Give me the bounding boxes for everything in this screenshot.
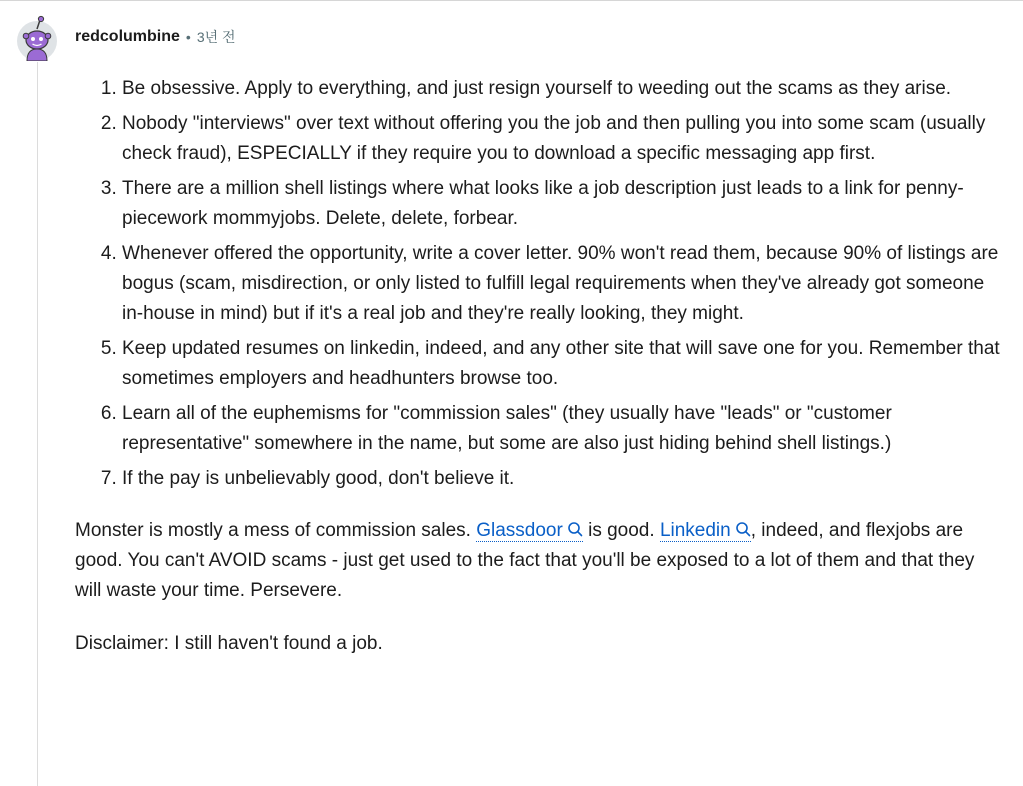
list-item: 3. There are a million shell listings where what looks like a job description just leads to a link for penny-piecework mommyjobs. Delete, delete, forbear. xyxy=(122,174,1000,234)
snoo-avatar-icon xyxy=(14,15,60,61)
comment-header xyxy=(75,25,236,49)
tips-list xyxy=(75,74,1000,494)
top-divider xyxy=(0,0,1023,1)
paragraph-text: Monster is mostly a mess of commission sales. xyxy=(75,520,477,541)
username[interactable]: redcolumbine xyxy=(75,28,180,45)
search-icon xyxy=(567,521,583,537)
list-item: 5. Keep updated resumes on linkedin, indeed, and any other site that will save one for you. Remember that sometimes employers and headhunters browse too. xyxy=(122,334,1000,394)
link-label: Linkedin xyxy=(659,520,731,541)
list-item: 7. If the pay is unbelievably good, don't believe it. xyxy=(122,464,1000,494)
list-item: 1. Be obsessive. Apply to everything, and just resign yourself to weeding out the scams as they arise. xyxy=(122,74,1000,104)
list-item: 4. Whenever offered the opportunity, write a cover letter. 90% won't read them, because 90% of listings are bogus (scam, misdirection, or only listed to fulfill legal requirements when they've already got someone in-house in mind) but if it's a real job and they're really looking, they might. xyxy=(122,239,1000,329)
glassdoor-search-link[interactable] xyxy=(476,520,583,542)
meta-separator: • xyxy=(185,29,191,45)
search-icon xyxy=(735,521,751,537)
timestamp[interactable]: 3년 전 xyxy=(196,29,236,45)
list-item: 2. Nobody "interviews" over text without offering you the job and then pulling you into some scam (usually check fraud), ESPECIALLY if they require you to download a specific messaging app first. xyxy=(122,109,1000,169)
avatar[interactable] xyxy=(14,15,60,61)
paragraph-text: is good. xyxy=(582,520,660,541)
list-item: 6. Learn all of the euphemisms for "commission sales" (they usually have "leads" or "customer representative" somewhere in the name, but some are also just hiding behind shell listings.) xyxy=(122,399,1000,459)
linkedin-search-link[interactable] xyxy=(660,520,751,542)
link-label: Glassdoor xyxy=(476,520,563,541)
paragraph-sites xyxy=(75,516,1000,606)
comment-body xyxy=(75,74,1000,659)
thread-line[interactable] xyxy=(37,62,38,786)
paragraph-disclaimer: Disclaimer: I still haven't found a job. xyxy=(75,633,383,654)
paragraph-text: , indeed, and flexjobs are good. You can't AVOID scams - just get used to the fact that you'll be exposed to a lot of them and that they will waste your time. Persevere. xyxy=(75,520,975,601)
